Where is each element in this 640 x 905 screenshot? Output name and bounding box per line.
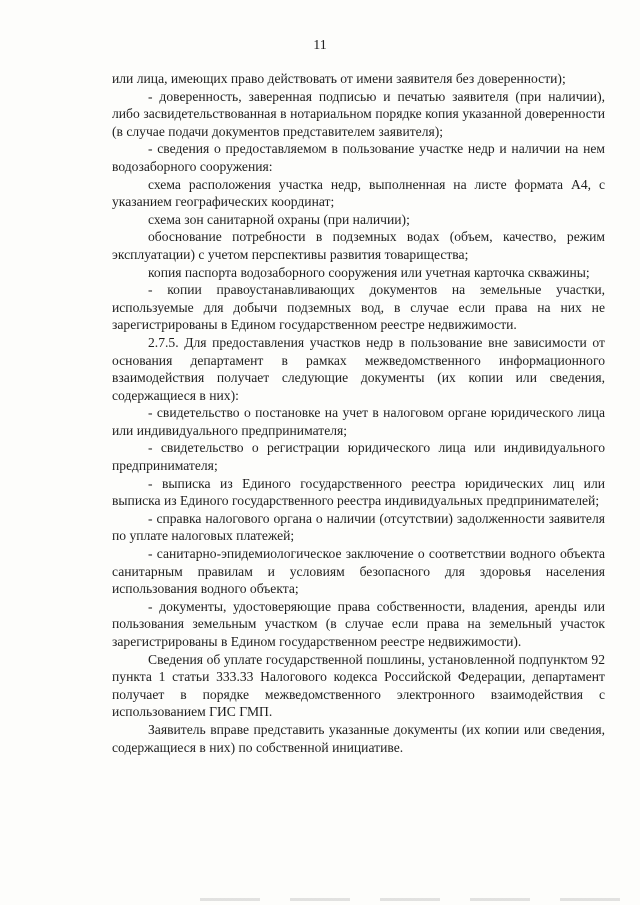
- paragraph: Сведения об уплате государственной пошлины, установленной подпунктом 92 пункта 1 статьи 333.33 Налогового кодекса Российской Федерации, департамент получает в порядке межведомственного электронного взаимодействия с использованием ГИС ГМП.: [112, 651, 605, 720]
- paragraph: - доверенность, заверенная подписью и печатью заявителя (при наличии), либо засвидетельствованная в нотариальном порядке копия указанной доверенности (в случае подачи документов представителем заявителя);: [112, 88, 605, 139]
- paragraph: схема расположения участка недр, выполненная на листе формата А4, с указанием географических координат;: [112, 176, 605, 210]
- paragraph: или лица, имеющих право действовать от имени заявителя без доверенности);: [112, 71, 566, 86]
- page-number: 11: [313, 38, 327, 53]
- paragraph: - санитарно-эпидемиологическое заключение о соответствии водного объекта санитарным правилам и условиям безопасного для здоровья населения использования водного объекта;: [112, 546, 605, 597]
- paragraph: - свидетельство о постановке на учет в налоговом органе юридического лица или индивидуального предпринимателя;: [112, 405, 605, 438]
- paragraph: копия паспорта водозаборного сооружения или учетная карточка скважины;: [148, 264, 590, 280]
- scan-edge-artifact: [200, 898, 620, 901]
- paragraph: схема зон санитарной охраны (при наличии);: [148, 211, 410, 227]
- paragraph: обоснование потребности в подземных водах (объем, качество, режим эксплуатации) с учетом перспективы развития товарищества;: [112, 229, 605, 262]
- paragraph: - сведения о предоставляемом в пользование участке недр и наличии на нем водозаборного сооружения:: [112, 141, 605, 174]
- paragraph: Заявитель вправе представить указанные документы (их копии или сведения, содержащиеся в них) по собственной инициативе.: [112, 721, 605, 755]
- paragraph: - копии правоустанавливающих документов на земельные участки, используемые для добычи подземных вод, в случае если права на них не зарегистрированы в Едином государственном реестре недвижимости.: [112, 282, 605, 333]
- paragraph: - документы, удостоверяющие права собственности, владения, аренды или пользования земельным участком (в случае если права на земельный участок зарегистрированы в Едином государственном реестре недвижимости).: [112, 598, 605, 649]
- paragraph: - выписка из Единого государственного реестра юридических лиц или выписка из Единого государственного реестра индивидуальных предпринимателей;: [112, 475, 605, 509]
- paragraph: 2.7.5. Для предоставления участков недр в пользование вне зависимости от основания департамент в рамках межведомственного информационного взаимодействия получает следующие документы (их копии или сведения, содержащиеся в них):: [112, 334, 605, 403]
- paragraph: - свидетельство о регистрации юридического лица или индивидуального предпринимателя;: [112, 440, 605, 474]
- paragraph: - справка налогового органа о наличии (отсутствии) задолженности заявителя по уплате налоговых платежей;: [112, 510, 605, 544]
- document-body: [112, 70, 605, 756]
